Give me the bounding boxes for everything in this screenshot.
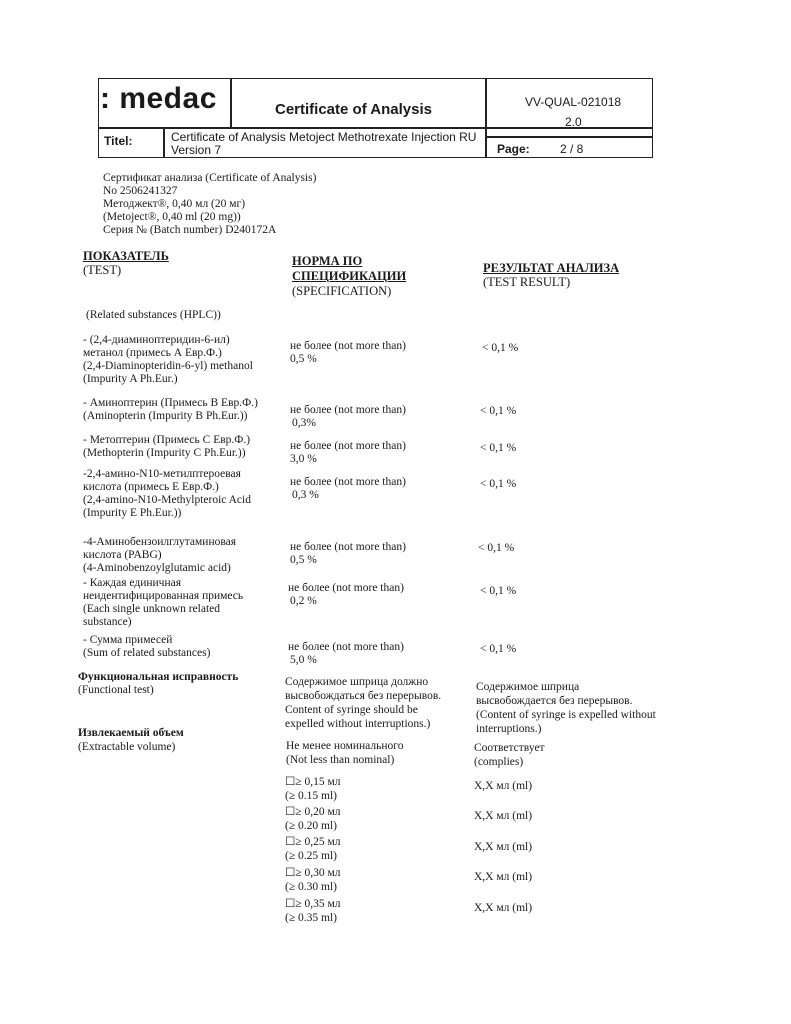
extractable-result: (complies)	[474, 756, 524, 768]
intro-line: Сертификат анализа (Certificate of Analysis)	[103, 172, 317, 184]
extractable-test-en: (Extractable volume)	[78, 741, 176, 753]
test-name: (4-Aminobenzoylglutamic acid)	[83, 562, 231, 574]
spec-value: не более (not more than)	[288, 582, 404, 594]
volume-option: ☐≥ 0,35 мл	[285, 898, 341, 910]
test-name: (2,4-amino-N10-Methylpteroic Acid	[83, 494, 251, 506]
spec-value: 0,3%	[292, 417, 316, 429]
spec-value: не более (not more than)	[290, 541, 406, 553]
intro-line: (Metoject®, 0,40 ml (20 mg))	[103, 211, 241, 223]
test-name: - Сумма примесей	[83, 634, 173, 646]
functional-spec: Content of syringe should be	[285, 704, 418, 716]
test-name: - Аминоптерин (Примесь В Евр.Ф.)	[83, 397, 258, 409]
result-value: < 0,1 %	[480, 643, 517, 655]
volume-result: X,X мл (ml)	[474, 871, 533, 883]
volume-option: (≥ 0.25 ml)	[285, 850, 337, 862]
document-title: Certificate of Analysis	[275, 101, 432, 118]
spec-value: не более (not more than)	[288, 641, 404, 653]
extractable-result: Соответствует	[474, 742, 545, 754]
spec-value: 5,0 %	[290, 654, 317, 666]
test-name: неидентифицированная примесь	[83, 590, 244, 602]
col-spec-ru2: СПЕЦИФИКАЦИИ	[292, 269, 407, 283]
test-name: (Sum of related substances)	[83, 647, 211, 659]
header-divider	[485, 136, 653, 138]
test-name: (Aminopterin (Impurity B Ph.Eur.))	[83, 410, 248, 422]
test-name: (Impurity A Ph.Eur.)	[83, 373, 178, 385]
functional-result: interruptions.)	[476, 723, 542, 735]
header-divider	[163, 127, 165, 158]
functional-spec: высвобождаться без перерывов.	[285, 690, 442, 702]
test-name: (Methopterin (Impurity C Ph.Eur.))	[83, 447, 246, 459]
volume-result: X,X мл (ml)	[474, 810, 533, 822]
volume-option: (≥ 0.15 ml)	[285, 790, 337, 802]
test-name: -2,4-амино-N10-метилптероевая	[83, 468, 241, 480]
result-value: < 0,1 %	[478, 542, 515, 554]
document-version: 2.0	[565, 115, 582, 129]
col-test-en: (TEST)	[83, 263, 122, 277]
result-value: < 0,1 %	[482, 342, 519, 354]
extractable-test-ru: Извлекаемый объем	[78, 727, 184, 739]
test-name: - Каждая единичная	[83, 577, 181, 589]
spec-value: не более (not more than)	[290, 340, 406, 352]
functional-spec: Содержимое шприца должно	[285, 676, 429, 688]
header-divider	[485, 78, 487, 158]
col-result-ru: РЕЗУЛЬТАТ АНАЛИЗА	[483, 261, 620, 275]
spec-value: 0,5 %	[290, 554, 317, 566]
test-name: - (2,4-диаминоптеридин-6-ил)	[83, 334, 230, 346]
spec-value: 0,2 %	[290, 595, 317, 607]
volume-option: (≥ 0.35 ml)	[285, 912, 337, 924]
functional-test-en: (Functional test)	[78, 684, 154, 696]
spec-value: не более (not more than)	[290, 476, 406, 488]
test-name: substance)	[83, 616, 132, 628]
extractable-spec: (Not less than nominal)	[286, 754, 395, 766]
spec-value: 0,5 %	[290, 353, 317, 365]
page-label: Page:	[497, 142, 530, 156]
col-test-ru: ПОКАЗАТЕЛЬ	[83, 249, 169, 263]
col-result-en: (TEST RESULT)	[483, 275, 571, 289]
result-value: < 0,1 %	[480, 405, 517, 417]
volume-option: ☐≥ 0,15 мл	[285, 776, 341, 788]
test-name: кислота (примесь Е Евр.Ф.)	[83, 481, 219, 493]
functional-result: (Content of syringe is expelled without	[476, 709, 656, 721]
test-name: -4-Аминобензоилглутаминовая	[83, 536, 237, 548]
result-value: < 0,1 %	[480, 478, 517, 490]
test-name: (Each single unknown related	[83, 603, 220, 615]
volume-option: (≥ 0.30 ml)	[285, 881, 337, 893]
intro-line: No 2506241327	[103, 185, 178, 197]
test-name: - Метоптерин (Примесь С Евр.Ф.)	[83, 434, 251, 446]
intro-line: Серия № (Batch number) D240172A	[103, 224, 277, 236]
spec-value: не более (not more than)	[290, 404, 406, 416]
related-substances-heading: (Related substances (HPLC))	[86, 309, 221, 321]
titel-value: Certificate of Analysis Metoject Methotrexate Injection RU Version 7	[171, 130, 477, 157]
functional-spec: expelled without interruptions.)	[285, 718, 431, 730]
spec-value: 0,3 %	[292, 489, 319, 501]
volume-result: X,X мл (ml)	[474, 902, 533, 914]
test-name: кислота (PABG)	[83, 549, 162, 561]
header-divider	[230, 78, 232, 128]
volume-option: (≥ 0.20 ml)	[285, 820, 337, 832]
extractable-spec: Не менее номинального	[286, 740, 404, 752]
functional-test-ru: Функциональная исправность	[78, 671, 239, 683]
spec-value: 3,0 %	[290, 453, 317, 465]
test-name: метанол (примесь А Евр.Ф.)	[83, 347, 222, 359]
document-id: VV-QUAL-021018	[525, 95, 622, 109]
functional-result: высвобождается без перерывов.	[476, 695, 633, 707]
volume-option: ☐≥ 0,20 мл	[285, 806, 341, 818]
medac-logo: : medac	[100, 82, 217, 115]
volume-option: ☐≥ 0,30 мл	[285, 867, 341, 879]
spec-value: не более (not more than)	[290, 440, 406, 452]
volume-option: ☐≥ 0,25 мл	[285, 836, 341, 848]
intro-line: Методжект®, 0,40 мл (20 мг)	[103, 198, 246, 210]
volume-result: X,X мл (ml)	[474, 841, 533, 853]
functional-result: Содержимое шприца	[476, 681, 580, 693]
page-number: 2 / 8	[560, 142, 584, 156]
col-spec-ru1: НОРМА ПО	[292, 254, 363, 268]
col-spec-en: (SPECIFICATION)	[292, 284, 392, 298]
test-name: (2,4-Diaminopteridin-6-yl) methanol	[83, 360, 253, 372]
result-value: < 0,1 %	[480, 442, 517, 454]
result-value: < 0,1 %	[480, 585, 517, 597]
volume-result: X,X мл (ml)	[474, 780, 533, 792]
titel-label: Titel:	[104, 134, 133, 148]
test-name: (Impurity E Ph.Eur.))	[83, 507, 182, 519]
